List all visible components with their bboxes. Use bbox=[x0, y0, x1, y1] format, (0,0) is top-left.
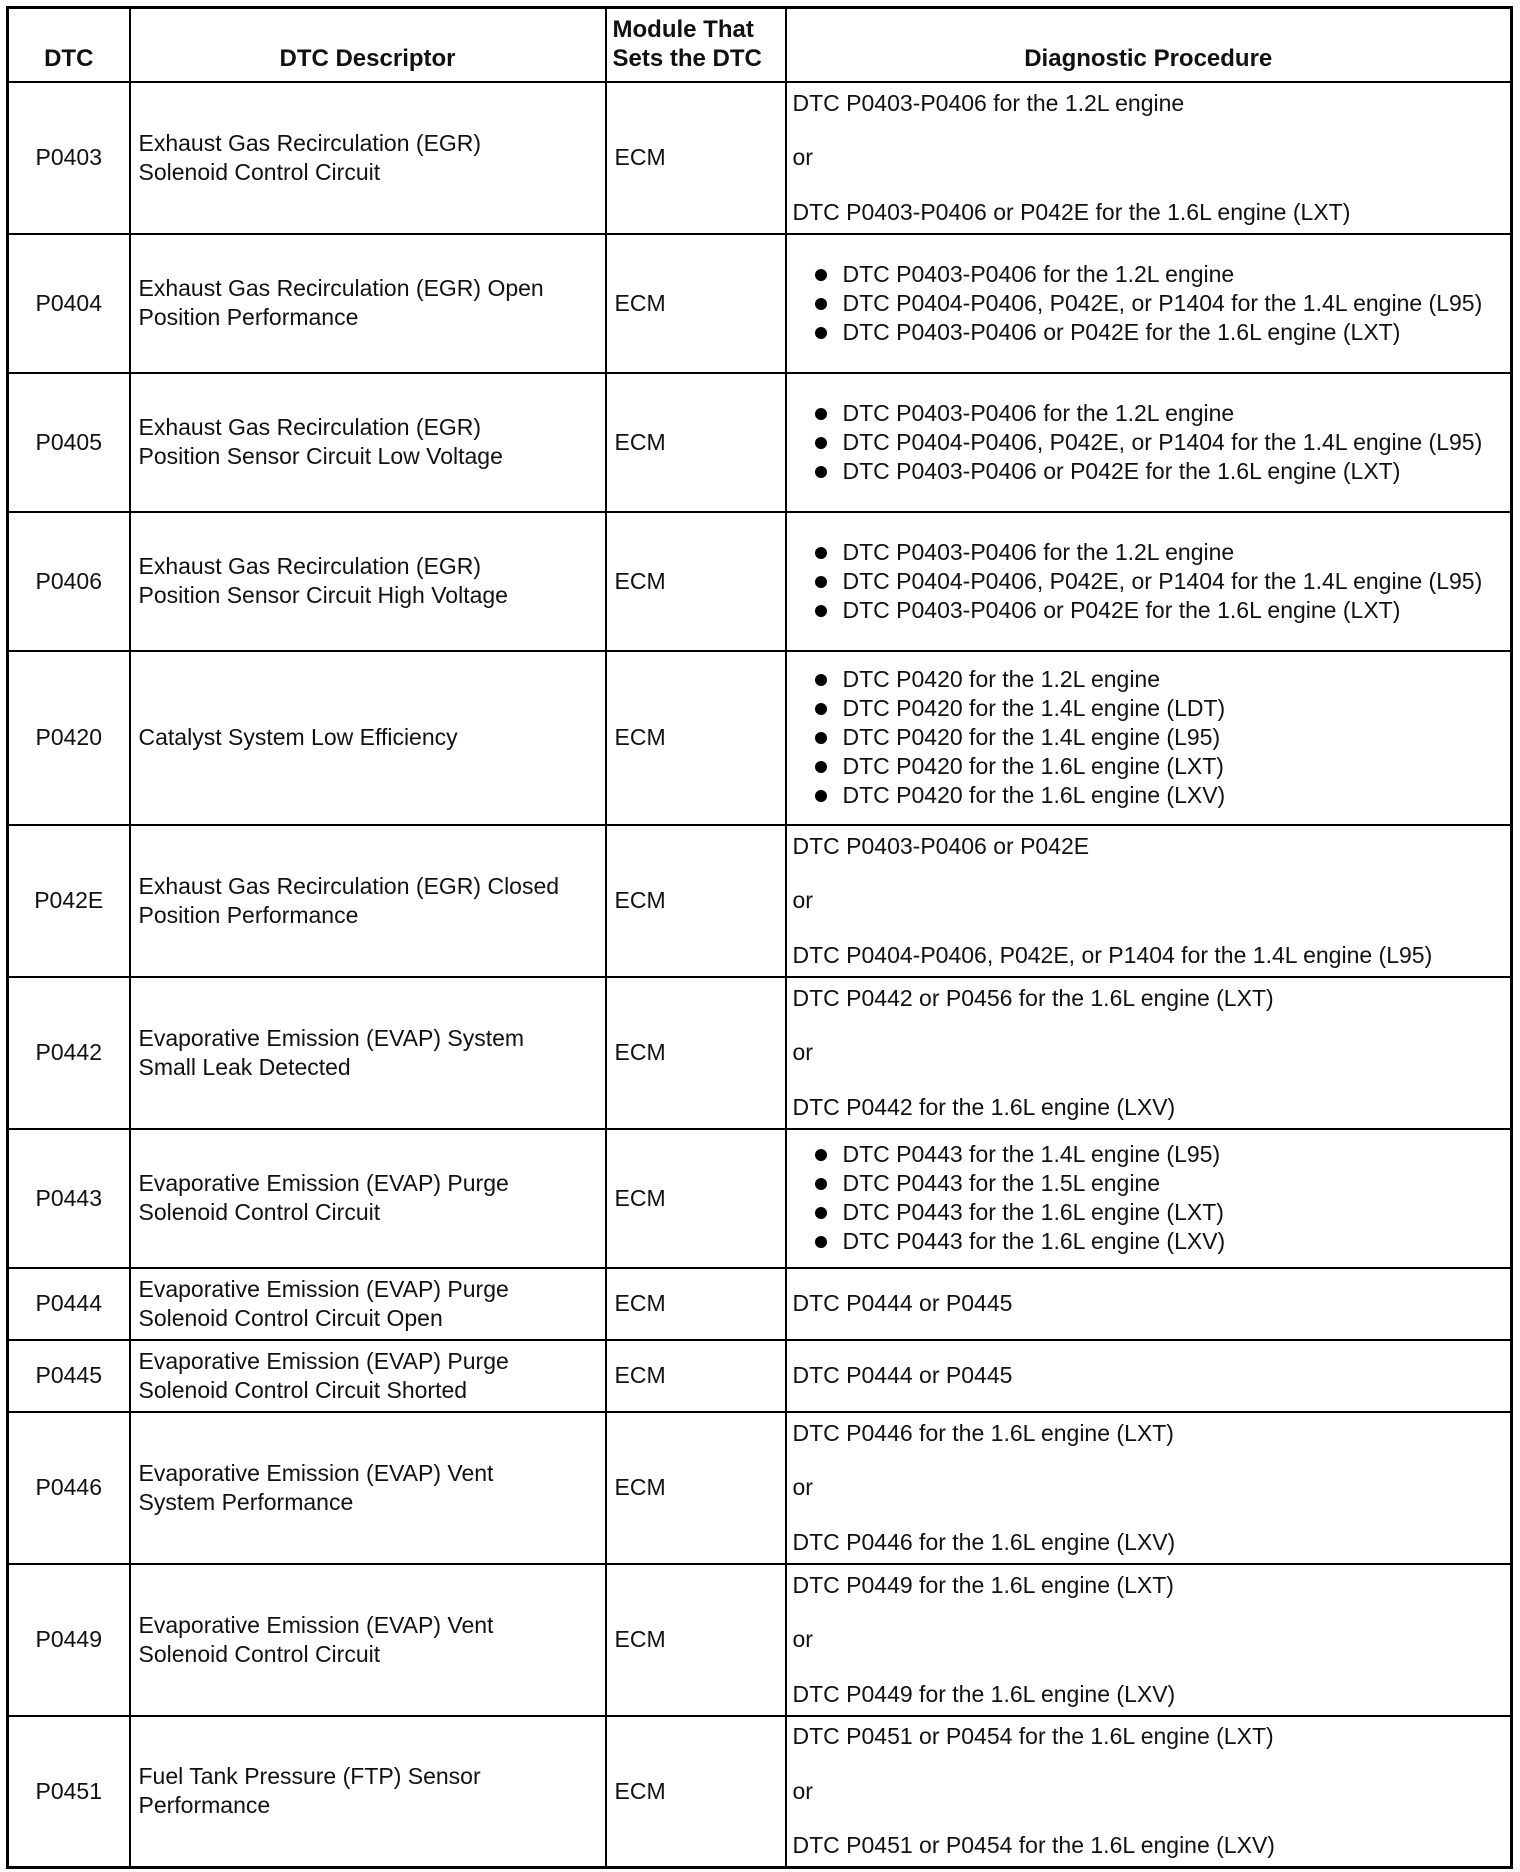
procedure-text bbox=[793, 1419, 1505, 1557]
dtc-descriptor bbox=[130, 651, 606, 825]
diagnostic-procedure bbox=[786, 1564, 1512, 1716]
descriptor-line: Catalyst System Low Efficiency bbox=[138, 724, 458, 750]
procedure-text bbox=[793, 1571, 1505, 1709]
descriptor-line: Evaporative Emission (EVAP) Purge bbox=[138, 1170, 509, 1196]
procedure-item: DTC P0403-P0406 for the 1.2L engine bbox=[793, 399, 1505, 428]
module-name: ECM bbox=[606, 1412, 786, 1564]
header-module bbox=[606, 8, 786, 82]
descriptor-line: Evaporative Emission (EVAP) Purge bbox=[138, 1275, 509, 1302]
descriptor-line: Fuel Tank Pressure (FTP) Sensor bbox=[138, 1763, 481, 1790]
descriptor-line: Exhaust Gas Recirculation (EGR) Closed bbox=[138, 872, 560, 899]
procedure-list bbox=[793, 1140, 1505, 1256]
procedure-line: DTC P0446 for the 1.6L engine (LXV) bbox=[792, 1528, 1176, 1555]
procedure-text bbox=[793, 984, 1505, 1122]
table-row bbox=[8, 977, 1512, 1129]
table-row bbox=[8, 82, 1512, 234]
descriptor-line: System Performance bbox=[138, 1488, 354, 1515]
procedure-item: DTC P0420 for the 1.6L engine (LXV) bbox=[793, 781, 1505, 810]
procedure-item: DTC P0420 for the 1.4L engine (L95) bbox=[793, 723, 1505, 752]
procedure-text bbox=[793, 1722, 1505, 1860]
diagnostic-procedure bbox=[786, 82, 1512, 234]
procedure-line: DTC P0444 or P0445 bbox=[792, 1290, 1013, 1316]
dtc-descriptor bbox=[130, 234, 606, 373]
descriptor-line: Position Sensor Circuit High Voltage bbox=[138, 582, 508, 608]
dtc-code: P0403 bbox=[8, 82, 130, 234]
procedure-line: DTC P0449 for the 1.6L engine (LXT) bbox=[792, 1571, 1174, 1598]
procedure-text bbox=[793, 1361, 1505, 1390]
dtc-descriptor bbox=[130, 1268, 606, 1340]
descriptor-line: Evaporative Emission (EVAP) Vent bbox=[138, 1459, 494, 1486]
procedure-item: DTC P0403-P0406 for the 1.2L engine bbox=[793, 538, 1505, 567]
dtc-descriptor bbox=[130, 82, 606, 234]
procedure-or: or bbox=[792, 1474, 813, 1500]
procedure-item: DTC P0404-P0406, P042E, or P1404 for the 1.4L engine (L95) bbox=[793, 428, 1505, 457]
procedure-item: DTC P0420 for the 1.2L engine bbox=[793, 665, 1505, 694]
dtc-descriptor bbox=[130, 1716, 606, 1868]
procedure-line: DTC P0451 or P0454 for the 1.6L engine (LXT) bbox=[792, 1723, 1274, 1750]
diagnostic-procedure bbox=[786, 1412, 1512, 1564]
diagnostic-procedure bbox=[786, 234, 1512, 373]
procedure-line: DTC P0442 for the 1.6L engine (LXV) bbox=[792, 1093, 1176, 1120]
procedure-or: or bbox=[792, 1777, 813, 1804]
procedure-line: DTC P0449 for the 1.6L engine (LXV) bbox=[792, 1680, 1176, 1707]
table-row bbox=[8, 234, 1512, 373]
dtc-descriptor bbox=[130, 1340, 606, 1412]
dtc-code: P0406 bbox=[8, 512, 130, 651]
table-row bbox=[8, 651, 1512, 825]
descriptor-line: Performance bbox=[138, 1792, 271, 1819]
module-name: ECM bbox=[606, 234, 786, 373]
dtc-code: P0443 bbox=[8, 1129, 130, 1268]
descriptor-line: Position Sensor Circuit Low Voltage bbox=[138, 443, 503, 469]
module-name: ECM bbox=[606, 1716, 786, 1868]
descriptor-line: Evaporative Emission (EVAP) Purge bbox=[138, 1347, 509, 1374]
dtc-descriptor bbox=[130, 977, 606, 1129]
module-name: ECM bbox=[606, 1129, 786, 1268]
procedure-item: DTC P0443 for the 1.5L engine bbox=[793, 1169, 1505, 1198]
table-row bbox=[8, 373, 1512, 512]
diagnostic-procedure bbox=[786, 977, 1512, 1129]
procedure-or: or bbox=[792, 887, 813, 913]
header-module-line1: Module That bbox=[612, 15, 754, 43]
procedure-item: DTC P0443 for the 1.6L engine (LXV) bbox=[793, 1227, 1505, 1256]
procedure-list bbox=[793, 399, 1505, 486]
diagnostic-procedure bbox=[786, 373, 1512, 512]
procedure-item: DTC P0403-P0406 or P042E for the 1.6L engine (LXT) bbox=[793, 457, 1505, 486]
dtc-code: P0444 bbox=[8, 1268, 130, 1340]
descriptor-line: Small Leak Detected bbox=[138, 1053, 351, 1080]
descriptor-line: Exhaust Gas Recirculation (EGR) bbox=[138, 553, 482, 579]
descriptor-line: Solenoid Control Circuit Open bbox=[138, 1304, 443, 1331]
descriptor-line: Solenoid Control Circuit bbox=[138, 158, 381, 185]
table-row bbox=[8, 1412, 1512, 1564]
diagnostic-procedure bbox=[786, 1129, 1512, 1268]
dtc-code: P0404 bbox=[8, 234, 130, 373]
procedure-line: DTC P0403-P0406 for the 1.2L engine bbox=[792, 89, 1185, 116]
procedure-line: DTC P0404-P0406, P042E, or P1404 for the 1.4L engine (L95) bbox=[792, 941, 1433, 968]
dtc-table bbox=[6, 6, 1513, 1869]
procedure-item: DTC P0403-P0406 or P042E for the 1.6L engine (LXT) bbox=[793, 596, 1505, 625]
diagnostic-procedure bbox=[786, 512, 1512, 651]
procedure-item: DTC P0403-P0406 for the 1.2L engine bbox=[793, 260, 1505, 289]
procedure-line: DTC P0451 or P0454 for the 1.6L engine (LXV) bbox=[792, 1832, 1275, 1859]
descriptor-line: Position Performance bbox=[138, 901, 359, 928]
table-row bbox=[8, 1129, 1512, 1268]
dtc-code: P042E bbox=[8, 825, 130, 977]
dtc-descriptor bbox=[130, 1412, 606, 1564]
procedure-item: DTC P0443 for the 1.6L engine (LXT) bbox=[793, 1198, 1505, 1227]
descriptor-line: Evaporative Emission (EVAP) Vent bbox=[138, 1611, 494, 1638]
descriptor-line: Exhaust Gas Recirculation (EGR) bbox=[138, 414, 482, 440]
dtc-code: P0451 bbox=[8, 1716, 130, 1868]
descriptor-line: Solenoid Control Circuit bbox=[138, 1640, 381, 1667]
procedure-or: or bbox=[792, 1626, 813, 1652]
table-row bbox=[8, 1716, 1512, 1868]
dtc-descriptor bbox=[130, 373, 606, 512]
procedure-text bbox=[793, 1289, 1505, 1318]
descriptor-line: Exhaust Gas Recirculation (EGR) bbox=[138, 129, 482, 156]
descriptor-line: Evaporative Emission (EVAP) System bbox=[138, 1024, 525, 1051]
table-row bbox=[8, 825, 1512, 977]
module-name: ECM bbox=[606, 1340, 786, 1412]
diagnostic-procedure bbox=[786, 1268, 1512, 1340]
descriptor-line: Position Performance bbox=[138, 304, 359, 330]
procedure-line: DTC P0444 or P0445 bbox=[792, 1362, 1013, 1388]
procedure-line: DTC P0446 for the 1.6L engine (LXT) bbox=[792, 1419, 1174, 1446]
descriptor-line: Solenoid Control Circuit Shorted bbox=[138, 1376, 468, 1403]
procedure-text bbox=[793, 832, 1505, 970]
dtc-code: P0405 bbox=[8, 373, 130, 512]
table-row bbox=[8, 1268, 1512, 1340]
diagnostic-procedure bbox=[786, 825, 1512, 977]
dtc-code: P0420 bbox=[8, 651, 130, 825]
dtc-descriptor bbox=[130, 1129, 606, 1268]
module-name: ECM bbox=[606, 1564, 786, 1716]
header-dtc: DTC bbox=[8, 8, 130, 82]
table-row bbox=[8, 1564, 1512, 1716]
header-procedure: Diagnostic Procedure bbox=[786, 8, 1512, 82]
procedure-item: DTC P0420 for the 1.6L engine (LXT) bbox=[793, 752, 1505, 781]
procedure-or: or bbox=[792, 144, 813, 170]
procedure-item: DTC P0420 for the 1.4L engine (LDT) bbox=[793, 694, 1505, 723]
dtc-descriptor bbox=[130, 1564, 606, 1716]
table-row bbox=[8, 512, 1512, 651]
module-name: ECM bbox=[606, 651, 786, 825]
procedure-list bbox=[793, 665, 1505, 810]
procedure-line: DTC P0403-P0406 or P042E bbox=[792, 832, 1090, 859]
procedure-line: DTC P0403-P0406 or P042E for the 1.6L engine (LXT) bbox=[792, 198, 1351, 225]
module-name: ECM bbox=[606, 512, 786, 651]
module-name: ECM bbox=[606, 977, 786, 1129]
procedure-item: DTC P0404-P0406, P042E, or P1404 for the 1.4L engine (L95) bbox=[793, 567, 1505, 596]
diagnostic-procedure bbox=[786, 1716, 1512, 1868]
dtc-descriptor bbox=[130, 825, 606, 977]
diagnostic-procedure bbox=[786, 651, 1512, 825]
procedure-list bbox=[793, 260, 1505, 347]
header-module-line2: Sets the DTC bbox=[612, 44, 762, 72]
header-row bbox=[8, 8, 1512, 82]
procedure-or: or bbox=[792, 1039, 813, 1065]
table-row bbox=[8, 1340, 1512, 1412]
module-name: ECM bbox=[606, 373, 786, 512]
procedure-item: DTC P0404-P0406, P042E, or P1404 for the 1.4L engine (L95) bbox=[793, 289, 1505, 318]
dtc-code: P0449 bbox=[8, 1564, 130, 1716]
procedure-list bbox=[793, 538, 1505, 625]
diagnostic-procedure bbox=[786, 1340, 1512, 1412]
dtc-code: P0445 bbox=[8, 1340, 130, 1412]
dtc-code: P0446 bbox=[8, 1412, 130, 1564]
module-name: ECM bbox=[606, 1268, 786, 1340]
procedure-text bbox=[793, 89, 1505, 227]
dtc-code: P0442 bbox=[8, 977, 130, 1129]
descriptor-line: Exhaust Gas Recirculation (EGR) Open bbox=[138, 275, 544, 301]
procedure-item: DTC P0443 for the 1.4L engine (L95) bbox=[793, 1140, 1505, 1169]
module-name: ECM bbox=[606, 82, 786, 234]
header-descriptor: DTC Descriptor bbox=[130, 8, 606, 82]
module-name: ECM bbox=[606, 825, 786, 977]
procedure-item: DTC P0403-P0406 or P042E for the 1.6L engine (LXT) bbox=[793, 318, 1505, 347]
procedure-line: DTC P0442 or P0456 for the 1.6L engine (LXT) bbox=[792, 984, 1274, 1011]
descriptor-line: Solenoid Control Circuit bbox=[138, 1199, 381, 1225]
dtc-descriptor bbox=[130, 512, 606, 651]
